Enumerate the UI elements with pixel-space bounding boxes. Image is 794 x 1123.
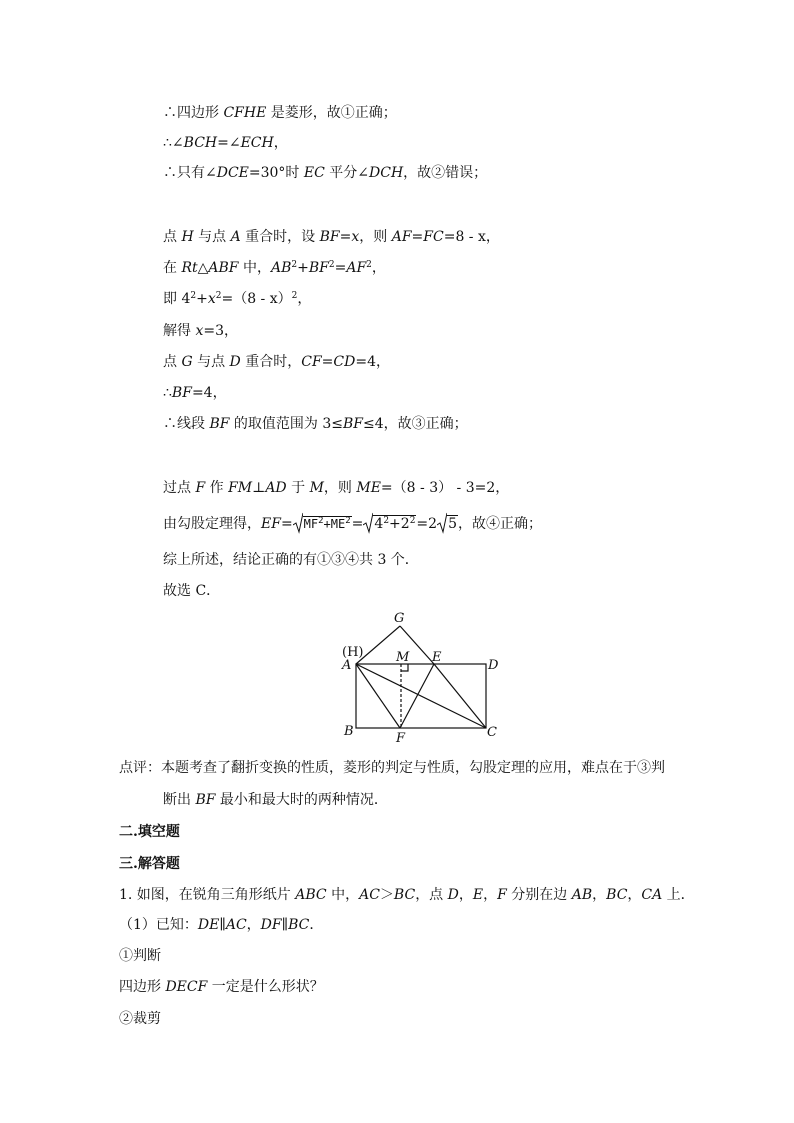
text-line: ∴BF=4， — [163, 385, 227, 401]
text-line: 即 $4^2+x^2=(8 - x)^2$， — [163, 291, 312, 307]
label-e: E — [432, 650, 442, 665]
text-line: ∴线段 BF 的取值范围为 3≤BF≤4，故③正确； — [163, 416, 468, 432]
radical-sign — [363, 512, 373, 534]
sqrt-expression: $4^2+2^2$ — [363, 512, 416, 534]
text-line: 在 Rt△ABF 中，$AB^2+BF^2=AF^2$， — [163, 260, 386, 276]
label-h: (H) — [342, 645, 364, 660]
text-line: ∴∠BCH=∠ECH， — [163, 135, 288, 151]
text-line: 过点 F 作 FM⊥AD 于 M，则 ME=（8 - 3） - 3=2， — [163, 480, 510, 496]
label-a: A — [342, 658, 352, 673]
sqrt-expression: 5 — [437, 512, 458, 534]
text-line: 综上所述，结论正确的有①③④共 3 个． — [163, 552, 419, 568]
question-line: ②裁剪 — [119, 1011, 161, 1027]
section-heading: 三.解答题 — [119, 856, 180, 872]
text-line: 点 H 与点 A 重合时，设 BF=x，则 AF=FC=8 - x， — [163, 229, 500, 245]
sqrt-expression: $MF^2+ME^2$ — [293, 512, 352, 534]
radical-sign — [293, 512, 303, 534]
label-d: D — [488, 658, 499, 673]
text-line: 解得 x=3， — [163, 323, 238, 339]
section-heading: 二.填空题 — [119, 824, 180, 840]
segment-ec — [434, 664, 486, 728]
formula-line: 由勾股定理得，$EF= MF^2+ME^2= 4^2+2^2=2$ 5，故④正确； — [163, 512, 542, 534]
label-g: G — [394, 611, 405, 626]
question-line: 1. 如图，在锐角三角形纸片 ABC 中，AC＞BC，点 D，E，F 分别在边 AB，BC，CA 上． — [119, 887, 695, 903]
label-b: B — [344, 724, 354, 739]
right-angle-mark — [401, 664, 408, 671]
text-line: ∴只有∠DCE=30°时 EC 平分∠DCH，故②错误； — [163, 165, 488, 181]
question-line: ①判断 — [119, 948, 161, 964]
label-m: M — [396, 650, 410, 665]
segment-ac — [356, 664, 486, 728]
label-c: C — [487, 725, 497, 740]
text-line: 点 G 与点 D 重合时，CF=CD=4， — [163, 354, 390, 370]
question-line: （1）已知：DE∥AC，DF∥BC． — [119, 917, 324, 933]
comment-line: 断出 BF 最小和最大时的两种情况． — [163, 792, 388, 808]
label-f: F — [396, 731, 406, 743]
segment-fe — [400, 664, 434, 728]
segment-af — [356, 664, 400, 728]
geometry-figure — [330, 608, 510, 743]
comment-line: 点评：本题考查了翻折变换的性质，菱形的判定与性质，勾股定理的应用，难点在于③判 — [119, 760, 665, 776]
question-line: 四边形 DECF 一定是什么形状？ — [119, 979, 324, 995]
text-line: 故选 C． — [163, 583, 221, 599]
text-line: ∴四边形 CFHE 是菱形，故①正确； — [163, 105, 397, 121]
radical-sign — [437, 512, 447, 534]
